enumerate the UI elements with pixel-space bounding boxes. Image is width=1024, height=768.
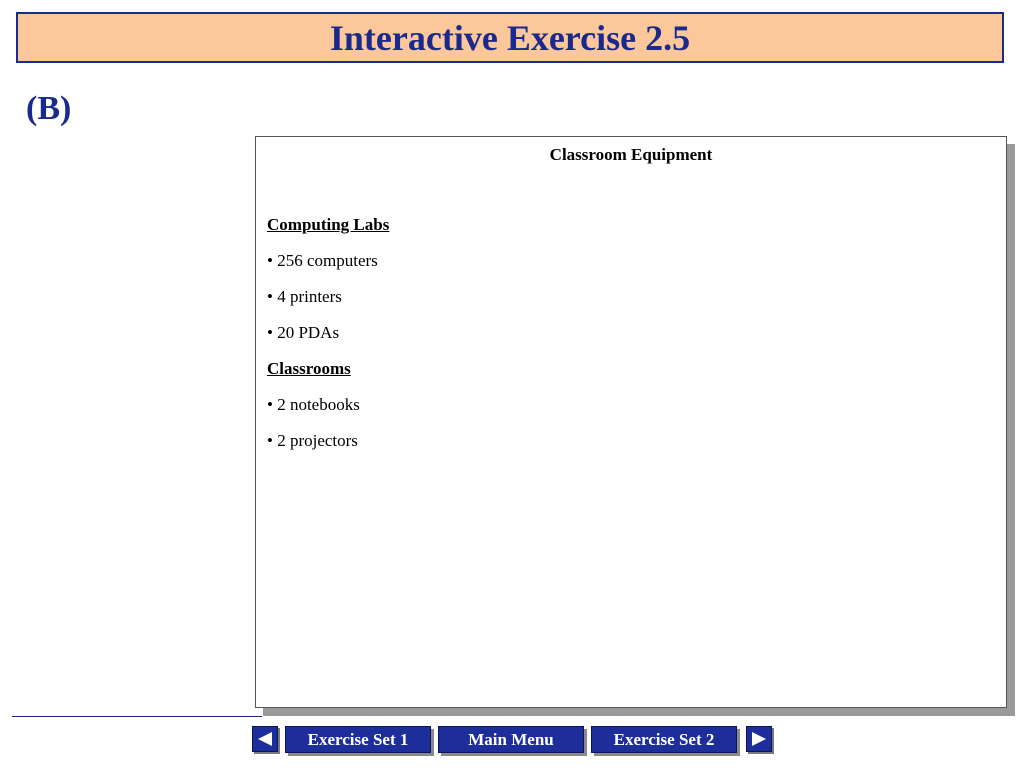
list-item: • 2 projectors [267, 431, 358, 450]
list-item: • 256 computers [267, 251, 378, 270]
title-banner [16, 12, 1004, 63]
list-item: • 20 PDAs [267, 323, 340, 342]
next-button[interactable] [746, 726, 772, 752]
page-title: Interactive Exercise 2.5 [329, 17, 691, 58]
left-arrow-icon [256, 731, 274, 747]
category-heading-computing-labs: Computing Labs [267, 215, 390, 234]
panel-title: Classroom Equipment [549, 145, 713, 164]
section-label: (B) [26, 90, 72, 127]
exercise-set-1-button[interactable]: Exercise Set 1 [285, 726, 431, 753]
previous-button[interactable] [252, 726, 278, 752]
content-panel [255, 136, 1007, 708]
list-item: • 2 notebooks [267, 395, 360, 414]
main-menu-button[interactable]: Main Menu [438, 726, 584, 753]
right-arrow-icon [750, 731, 768, 747]
panel-body [267, 215, 389, 467]
category-heading-classrooms: Classrooms [267, 359, 351, 378]
list-item: • 4 printers [267, 287, 342, 306]
exercise-set-2-button[interactable]: Exercise Set 2 [591, 726, 737, 753]
divider [12, 716, 262, 717]
